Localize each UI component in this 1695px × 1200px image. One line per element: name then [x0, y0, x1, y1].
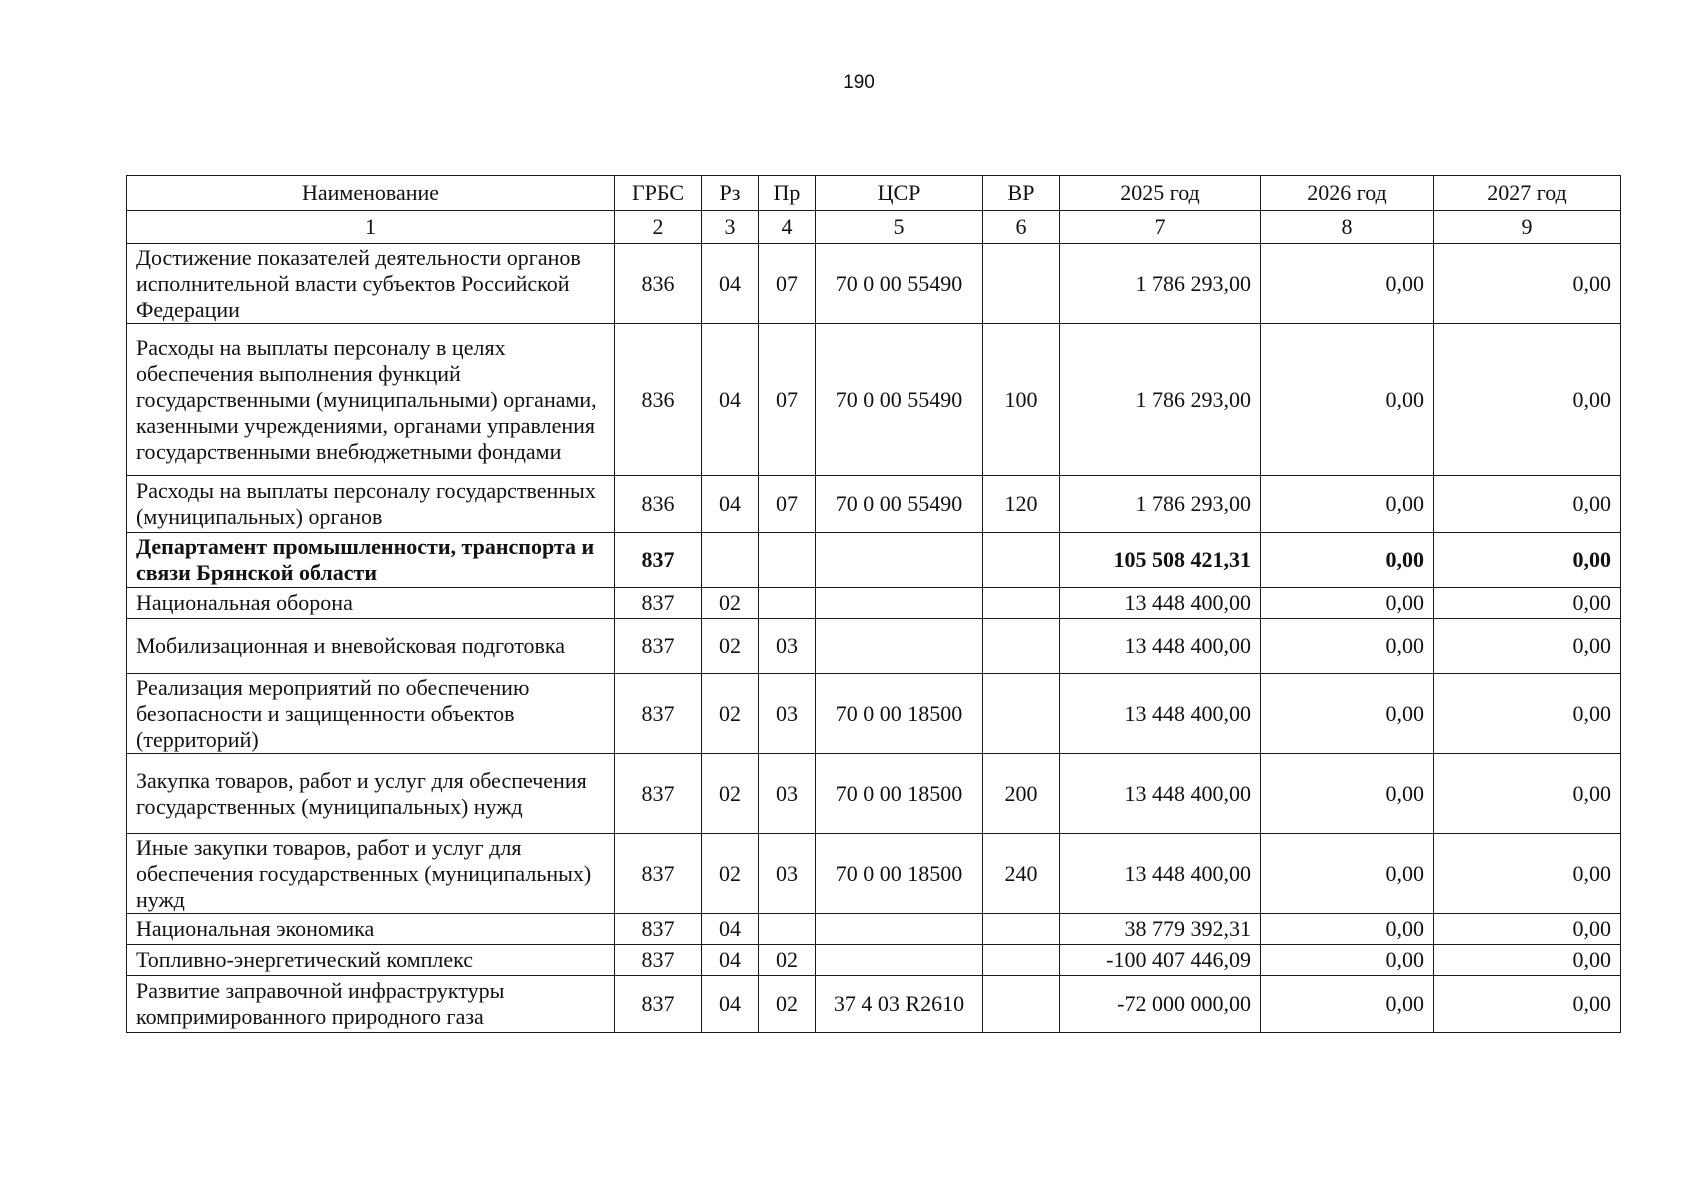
- row-name-cell: Расходы на выплаты персоналу государственных (муниципальных) органов: [127, 476, 615, 533]
- row-name-cell: Национальная оборона: [127, 588, 615, 619]
- row-name-cell: Достижение показателей деятельности органов исполнительной власти субъектов Российской Федерации: [127, 244, 615, 324]
- row-vr-cell: 240: [983, 834, 1060, 914]
- column-number: 5: [816, 211, 983, 244]
- row-vr-cell: 200: [983, 754, 1060, 834]
- row-vr-cell: [983, 619, 1060, 674]
- table-row: [127, 324, 1621, 476]
- row-pr-cell: [759, 533, 816, 588]
- row-name-cell: Развитие заправочной инфраструктуры компримированного природного газа: [127, 976, 615, 1033]
- table-body: [127, 244, 1621, 1033]
- table-row: [127, 476, 1621, 533]
- row-grbs-cell: 836: [615, 324, 702, 476]
- header-name: Наименование: [127, 176, 615, 211]
- row-grbs-cell: 837: [615, 533, 702, 588]
- row-grbs-cell: 837: [615, 588, 702, 619]
- row-grbs-cell: 837: [615, 754, 702, 834]
- row-grbs-cell: 837: [615, 945, 702, 976]
- row-rz-cell: 02: [702, 588, 759, 619]
- header-row: [127, 176, 1621, 211]
- column-number: 6: [983, 211, 1060, 244]
- row-2025-cell: 105 508 421,31: [1060, 533, 1261, 588]
- row-pr-cell: [759, 588, 816, 619]
- row-2026-cell: 0,00: [1261, 619, 1434, 674]
- row-csr-cell: 70 0 00 55490: [816, 324, 983, 476]
- row-2026-cell: 0,00: [1261, 324, 1434, 476]
- row-2026-cell: 0,00: [1261, 588, 1434, 619]
- row-2025-cell: 13 448 400,00: [1060, 674, 1261, 754]
- row-csr-cell: 70 0 00 55490: [816, 244, 983, 324]
- table-row: [127, 976, 1621, 1033]
- page-number: 190: [843, 72, 875, 93]
- table-row: [127, 754, 1621, 834]
- row-pr-cell: 03: [759, 674, 816, 754]
- row-csr-cell: 70 0 00 18500: [816, 754, 983, 834]
- table-row: [127, 533, 1621, 588]
- row-pr-cell: 03: [759, 754, 816, 834]
- row-name-cell: Реализация мероприятий по обеспечению безопасности и защищенности объектов (территорий): [127, 674, 615, 754]
- row-rz-cell: 04: [702, 244, 759, 324]
- row-2026-cell: 0,00: [1261, 674, 1434, 754]
- table-row: [127, 588, 1621, 619]
- column-number: 3: [702, 211, 759, 244]
- table-row: [127, 244, 1621, 324]
- header-pr: Пр: [759, 176, 816, 211]
- column-number: 1: [127, 211, 615, 244]
- row-rz-cell: 04: [702, 945, 759, 976]
- row-rz-cell: 04: [702, 324, 759, 476]
- header-2025: 2025 год: [1060, 176, 1261, 211]
- row-2026-cell: 0,00: [1261, 976, 1434, 1033]
- header-csr: ЦСР: [816, 176, 983, 211]
- row-vr-cell: [983, 976, 1060, 1033]
- row-2027-cell: 0,00: [1434, 945, 1621, 976]
- row-vr-cell: [983, 244, 1060, 324]
- row-2027-cell: 0,00: [1434, 914, 1621, 945]
- table-row: [127, 619, 1621, 674]
- row-vr-cell: [983, 914, 1060, 945]
- row-grbs-cell: 837: [615, 914, 702, 945]
- header-rz: Рз: [702, 176, 759, 211]
- row-name-cell: Расходы на выплаты персоналу в целях обеспечения выполнения функций государственными (муниципальными) органами, казенными учреждениями, органами управления государственными внебюджетными фондами: [127, 324, 615, 476]
- row-pr-cell: 03: [759, 834, 816, 914]
- row-2026-cell: 0,00: [1261, 834, 1434, 914]
- row-rz-cell: 04: [702, 976, 759, 1033]
- row-2025-cell: 38 779 392,31: [1060, 914, 1261, 945]
- row-2025-cell: 13 448 400,00: [1060, 834, 1261, 914]
- row-csr-cell: [816, 588, 983, 619]
- column-number: 2: [615, 211, 702, 244]
- row-vr-cell: [983, 945, 1060, 976]
- row-rz-cell: [702, 533, 759, 588]
- row-csr-cell: [816, 945, 983, 976]
- row-2027-cell: 0,00: [1434, 674, 1621, 754]
- row-2026-cell: 0,00: [1261, 533, 1434, 588]
- row-name-cell: Закупка товаров, работ и услуг для обеспечения государственных (муниципальных) нужд: [127, 754, 615, 834]
- row-grbs-cell: 837: [615, 976, 702, 1033]
- row-2025-cell: 1 786 293,00: [1060, 476, 1261, 533]
- row-2026-cell: 0,00: [1261, 244, 1434, 324]
- row-2025-cell: 13 448 400,00: [1060, 588, 1261, 619]
- row-2026-cell: 0,00: [1261, 945, 1434, 976]
- row-pr-cell: 03: [759, 619, 816, 674]
- row-pr-cell: 07: [759, 476, 816, 533]
- row-2026-cell: 0,00: [1261, 914, 1434, 945]
- row-csr-cell: 70 0 00 18500: [816, 834, 983, 914]
- row-2027-cell: 0,00: [1434, 588, 1621, 619]
- row-rz-cell: 04: [702, 914, 759, 945]
- row-rz-cell: 04: [702, 476, 759, 533]
- row-2026-cell: 0,00: [1261, 476, 1434, 533]
- row-2027-cell: 0,00: [1434, 324, 1621, 476]
- row-grbs-cell: 837: [615, 619, 702, 674]
- header-2026: 2026 год: [1261, 176, 1434, 211]
- row-rz-cell: 02: [702, 754, 759, 834]
- row-pr-cell: 02: [759, 945, 816, 976]
- table-row: [127, 834, 1621, 914]
- column-number: 9: [1434, 211, 1621, 244]
- table-row: [127, 674, 1621, 754]
- header-2027: 2027 год: [1434, 176, 1621, 211]
- row-pr-cell: 02: [759, 976, 816, 1033]
- row-2027-cell: 0,00: [1434, 976, 1621, 1033]
- row-2027-cell: 0,00: [1434, 533, 1621, 588]
- row-2025-cell: -72 000 000,00: [1060, 976, 1261, 1033]
- row-pr-cell: 07: [759, 324, 816, 476]
- row-2026-cell: 0,00: [1261, 754, 1434, 834]
- row-pr-cell: 07: [759, 244, 816, 324]
- row-name-cell: Мобилизационная и вневойсковая подготовка: [127, 619, 615, 674]
- row-rz-cell: 02: [702, 834, 759, 914]
- row-2025-cell: 1 786 293,00: [1060, 244, 1261, 324]
- row-grbs-cell: 836: [615, 476, 702, 533]
- row-rz-cell: 02: [702, 674, 759, 754]
- row-grbs-cell: 836: [615, 244, 702, 324]
- row-name-cell: Топливно-энергетический комплекс: [127, 945, 615, 976]
- row-2027-cell: 0,00: [1434, 619, 1621, 674]
- row-2027-cell: 0,00: [1434, 244, 1621, 324]
- row-name-cell: Департамент промышленности, транспорта и связи Брянской области: [127, 533, 615, 588]
- row-2027-cell: 0,00: [1434, 834, 1621, 914]
- column-number: 4: [759, 211, 816, 244]
- row-vr-cell: [983, 674, 1060, 754]
- table-row: [127, 945, 1621, 976]
- row-2027-cell: 0,00: [1434, 476, 1621, 533]
- table-row: [127, 914, 1621, 945]
- row-csr-cell: [816, 533, 983, 588]
- row-grbs-cell: 837: [615, 834, 702, 914]
- budget-table: [126, 175, 1621, 1033]
- row-pr-cell: [759, 914, 816, 945]
- row-csr-cell: 37 4 03 R2610: [816, 976, 983, 1033]
- row-2025-cell: 1 786 293,00: [1060, 324, 1261, 476]
- header-grbs: ГРБС: [615, 176, 702, 211]
- column-number: 7: [1060, 211, 1261, 244]
- row-name-cell: Иные закупки товаров, работ и услуг для обеспечения государственных (муниципальных) нужд: [127, 834, 615, 914]
- row-csr-cell: 70 0 00 18500: [816, 674, 983, 754]
- header-vr: ВР: [983, 176, 1060, 211]
- row-vr-cell: 100: [983, 324, 1060, 476]
- row-2025-cell: 13 448 400,00: [1060, 754, 1261, 834]
- row-csr-cell: [816, 914, 983, 945]
- row-name-cell: Национальная экономика: [127, 914, 615, 945]
- row-vr-cell: [983, 588, 1060, 619]
- row-csr-cell: 70 0 00 55490: [816, 476, 983, 533]
- row-rz-cell: 02: [702, 619, 759, 674]
- row-grbs-cell: 837: [615, 674, 702, 754]
- row-vr-cell: [983, 533, 1060, 588]
- column-number-row: [127, 211, 1621, 244]
- row-csr-cell: [816, 619, 983, 674]
- column-number: 8: [1261, 211, 1434, 244]
- row-2027-cell: 0,00: [1434, 754, 1621, 834]
- row-2025-cell: 13 448 400,00: [1060, 619, 1261, 674]
- row-2025-cell: -100 407 446,09: [1060, 945, 1261, 976]
- row-vr-cell: 120: [983, 476, 1060, 533]
